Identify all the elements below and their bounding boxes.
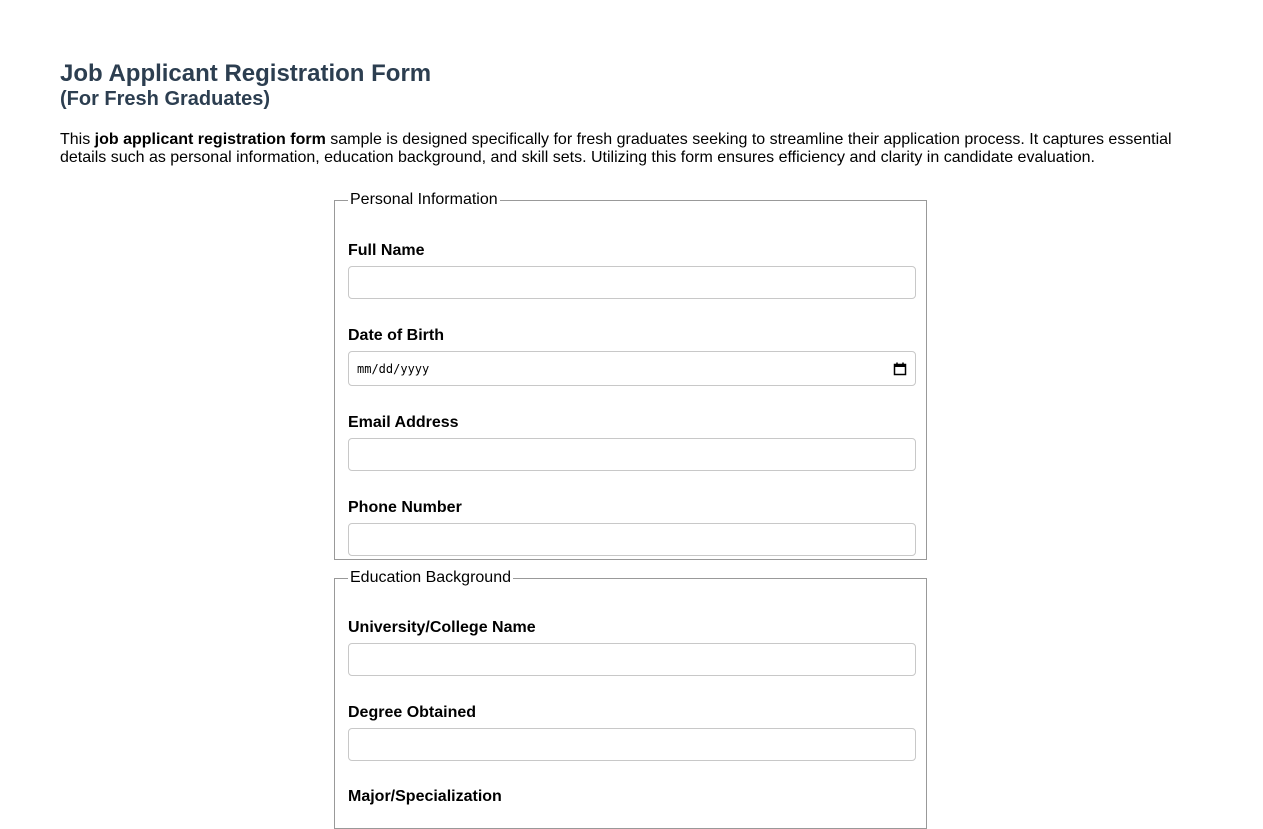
page <box>60 60 1203 166</box>
page-title <box>60 60 1203 110</box>
page-title-text: Job Applicant Registration Form <box>60 60 432 87</box>
intro-bold: job applicant registration form <box>94 131 326 148</box>
date-placeholder: mm/dd/yyyy <box>357 361 430 376</box>
intro-paragraph <box>60 131 1203 167</box>
date-of-birth-label: Date of Birth <box>348 327 444 344</box>
page-subtitle: (For Fresh Graduates) <box>60 88 271 110</box>
date-of-birth-input[interactable] <box>348 351 916 386</box>
email-address-label: Email Address <box>348 414 459 431</box>
intro-suffix: sample is designed specifically for fresh graduates seeking to streamline their application process. It captures essential details such as personal information, education background, and skill sets. Utilizing this form ensures efficiency and clarity in candidate evaluation. <box>60 131 1172 166</box>
email-address-input[interactable] <box>348 438 916 471</box>
degree-obtained-label: Degree Obtained <box>348 704 477 721</box>
personal-information-section <box>334 191 927 560</box>
calendar-icon[interactable] <box>893 362 907 376</box>
phone-number-input[interactable] <box>348 523 916 556</box>
university-name-label: University/College Name <box>348 619 536 636</box>
education-background-section <box>334 569 927 829</box>
intro-prefix: This <box>60 131 95 148</box>
university-name-input[interactable] <box>348 643 916 676</box>
degree-obtained-input[interactable] <box>348 728 916 761</box>
full-name-input[interactable] <box>348 266 916 299</box>
full-name-label: Full Name <box>348 242 425 259</box>
education-background-legend: Education Background <box>350 569 511 586</box>
personal-information-legend: Personal Information <box>350 191 498 208</box>
major-specialization-label: Major/Specialization <box>348 788 502 805</box>
phone-number-label: Phone Number <box>348 499 462 516</box>
